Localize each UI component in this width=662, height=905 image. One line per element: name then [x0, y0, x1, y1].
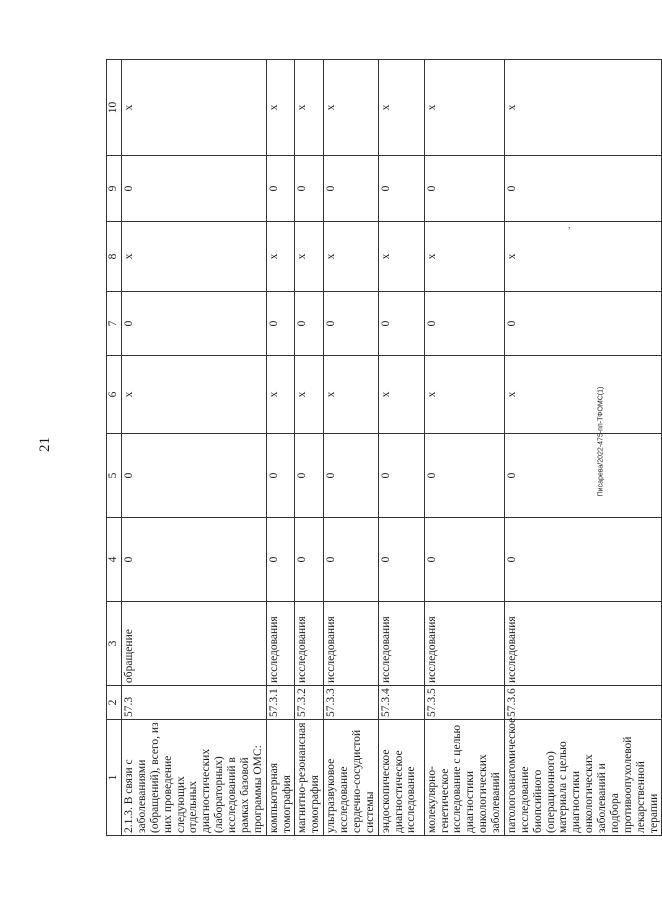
row-name-cell: молекулярно-генетическое исследование с целью диагностики онкологических заболеваний [424, 720, 504, 836]
header-cell: 9 [107, 156, 122, 222]
value-cell: х [295, 356, 324, 434]
value-cell: 0 [122, 518, 267, 602]
value-cell: 0 [424, 518, 504, 602]
value-cell: 0 [295, 292, 324, 356]
value-cell: 0 [295, 156, 324, 222]
header-cell: 1 [107, 720, 122, 836]
value-cell: х [504, 60, 662, 156]
header-cell: 4 [107, 518, 122, 602]
row-name-cell: эндоскопическое диагностическое исследование [378, 720, 424, 836]
document-side-label: Писарева/2022-475-пп-ТФОМС(1) [597, 386, 605, 497]
value-cell: 0 [266, 434, 295, 518]
row-unit-cell: исследования [295, 602, 324, 686]
value-cell: 0 [424, 434, 504, 518]
table-row [266, 60, 295, 836]
value-cell: х [266, 356, 295, 434]
table-body [107, 60, 662, 836]
value-cell: х [504, 356, 662, 434]
value-cell: 0 [504, 434, 662, 518]
row-code-cell: 57.3.1 [266, 686, 295, 720]
value-cell: х [266, 60, 295, 156]
row-code-cell: 57.3.6 [504, 686, 662, 720]
header-cell: 8 [107, 222, 122, 292]
row-code-cell: 57.3 [122, 686, 267, 720]
value-cell: х [295, 222, 324, 292]
value-cell: 0 [504, 292, 662, 356]
value-cell: х [122, 356, 267, 434]
value-cell: 0 [378, 156, 424, 222]
row-name-cell: магнитно-резонансная томография [295, 720, 324, 836]
value-cell: х [424, 222, 504, 292]
value-cell: 0 [378, 292, 424, 356]
header-cell: 3 [107, 602, 122, 686]
row-unit-cell: исследования [378, 602, 424, 686]
table-row [378, 60, 424, 836]
value-cell: 0 [504, 518, 662, 602]
row-unit-cell: исследования [266, 602, 295, 686]
value-cell: х [324, 356, 379, 434]
value-cell: 0 [122, 434, 267, 518]
row-name-cell: ультразвуковое исследование сердечно-сосудистой системы [324, 720, 379, 836]
value-cell: х [324, 222, 379, 292]
value-cell: х [424, 356, 504, 434]
value-cell: х [424, 60, 504, 156]
value-cell: 0 [378, 518, 424, 602]
value-cell: 0 [266, 518, 295, 602]
row-code-cell: 57.3.2 [295, 686, 324, 720]
table-row [504, 60, 662, 836]
row-unit-cell: исследования [504, 602, 662, 686]
value-cell: 0 [295, 518, 324, 602]
value-cell: 0 [266, 292, 295, 356]
row-unit-cell: обращение [122, 602, 267, 686]
value-cell: х [378, 222, 424, 292]
page-number: 21 [37, 437, 53, 452]
row-name-cell: 2.1.3. В связи с заболеваниями (обращений), всего, из них проведение следующих отдельных диагностических (лабораторных) исследований в рамках базовой программы ОМС: [122, 720, 267, 836]
row-code-cell: 57.3.4 [378, 686, 424, 720]
row-name-cell: компьютерная томография [266, 720, 295, 836]
value-cell: х [122, 60, 267, 156]
value-cell: х [378, 60, 424, 156]
data-table [106, 59, 662, 836]
value-cell: 0 [295, 434, 324, 518]
value-cell: х [295, 60, 324, 156]
table-row [122, 60, 267, 836]
value-cell: 0 [122, 156, 267, 222]
scan-mark: , [568, 220, 571, 230]
row-unit-cell: исследования [324, 602, 379, 686]
table-header-row [107, 60, 122, 836]
row-name-cell: патологоанатомическое исследование биопсийного (операционного) материала с целью диагностики онкологических заболеваний и подбора противоопухолевой лекарственной терапии [504, 720, 662, 836]
row-code-cell: 57.3.3 [324, 686, 379, 720]
header-cell: 7 [107, 292, 122, 356]
value-cell: 0 [504, 156, 662, 222]
header-cell: 10 [107, 60, 122, 156]
table-row [295, 60, 324, 836]
value-cell: х [504, 222, 662, 292]
header-cell: 2 [107, 686, 122, 720]
value-cell: 0 [378, 434, 424, 518]
value-cell: 0 [266, 156, 295, 222]
row-unit-cell: исследования [424, 602, 504, 686]
value-cell: 0 [324, 292, 379, 356]
value-cell: х [266, 222, 295, 292]
value-cell: 0 [122, 292, 267, 356]
table-row [424, 60, 504, 836]
value-cell: х [122, 222, 267, 292]
value-cell: 0 [324, 518, 379, 602]
row-code-cell: 57.3.5 [424, 686, 504, 720]
value-cell: х [324, 60, 379, 156]
value-cell: 0 [324, 156, 379, 222]
value-cell: 0 [324, 434, 379, 518]
header-cell: 5 [107, 434, 122, 518]
value-cell: х [378, 356, 424, 434]
value-cell: 0 [424, 156, 504, 222]
table-row [324, 60, 379, 836]
header-cell: 6 [107, 356, 122, 434]
value-cell: 0 [424, 292, 504, 356]
